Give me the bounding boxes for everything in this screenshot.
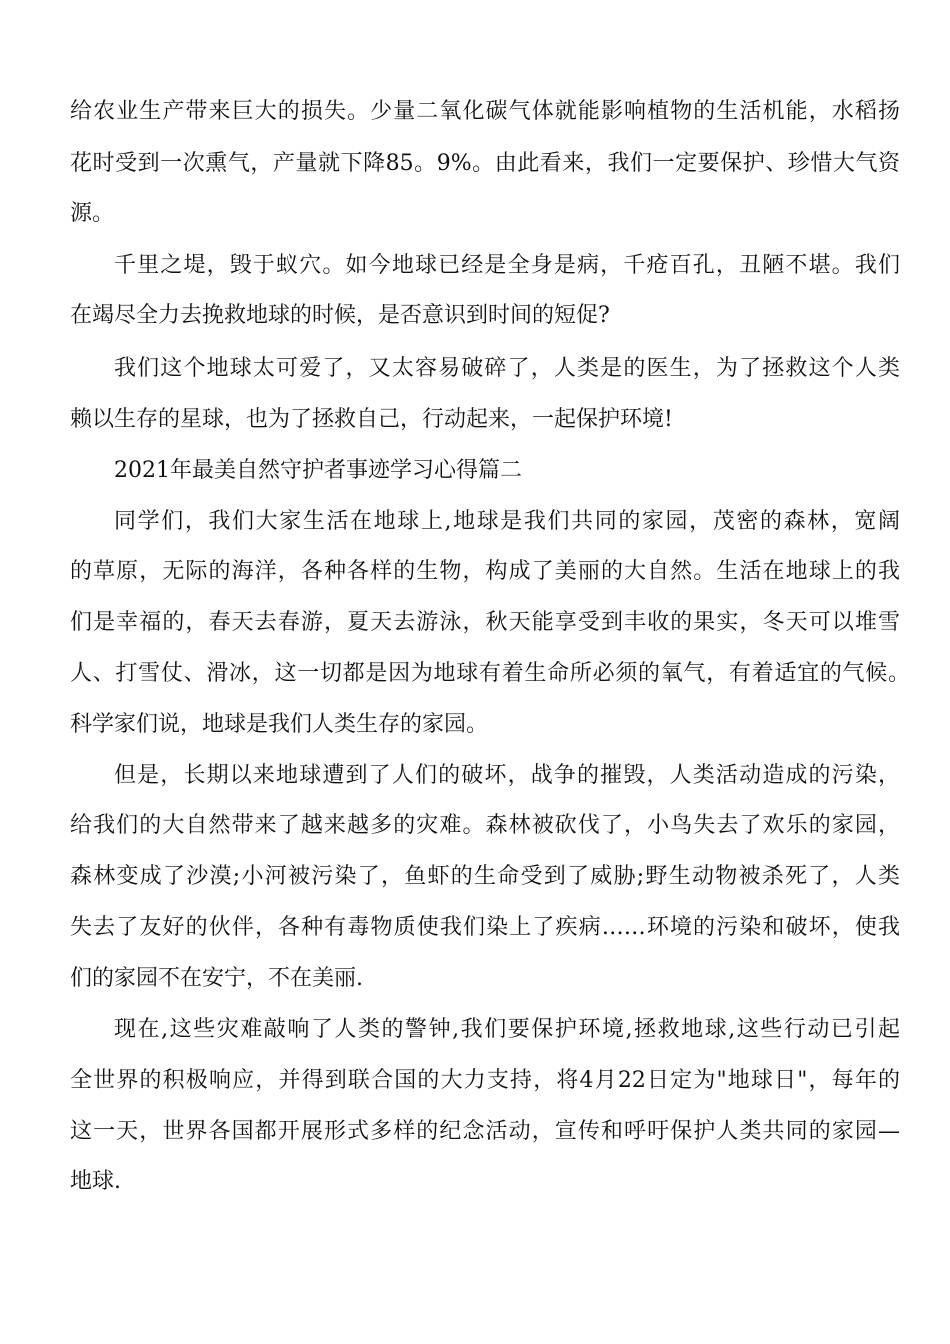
paragraph-line: 源。	[70, 201, 115, 226]
paragraph-line: 我们这个地球太可爱了，又太容易破碎了，人类是的医生，为了拯救这个人类	[114, 356, 900, 381]
paragraph-line: 地球.	[70, 1169, 121, 1194]
paragraph-line: 全世界的积极响应，并得到联合国的大力支持，将4月22日定为"地球日"，每年的	[70, 1068, 900, 1093]
paragraph-line: 给我们的大自然带来了越来越多的灾难。森林被砍伐了，小鸟失去了欢乐的家园，	[70, 813, 900, 838]
paragraph-line: 同学们，我们大家生活在地球上,地球是我们共同的家园，茂密的森林，宽阔	[114, 509, 900, 534]
paragraph-line: 花时受到一次熏气，产量就下降85。9%。由此看来，我们一定要保护、珍惜大气资	[70, 151, 900, 176]
paragraph-line: 这一天，世界各国都开展形式多样的纪念活动，宣传和呼吁保护人类共同的家园—	[70, 1119, 900, 1144]
paragraph-line: 的草原，无际的海洋，各种各样的生物，构成了美丽的大自然。生活在地球上的我	[70, 559, 900, 584]
paragraph-line: 人、打雪仗、滑冰，这一切都是因为地球有着生命所必须的氧气，有着适宜的气候。	[70, 661, 910, 686]
paragraph-line: 森林变成了沙漠;小河被污染了，鱼虾的生命受到了威胁;野生动物被杀死了，人类	[70, 864, 900, 889]
paragraph-line: 现在,这些灾难敲响了人类的警钟,我们要保护环境,拯救地球,这些行动已引起	[114, 1017, 900, 1042]
paragraph-line: 但是，长期以来地球遭到了人们的破坏，战争的摧毁，人类活动造成的污染，	[114, 763, 900, 788]
paragraph-line: 们是幸福的，春天去春游，夏天去游泳，秋天能享受到丰收的果实，冬天可以堆雪	[70, 610, 900, 635]
paragraph-line: 们的家园不在安宁，不在美丽.	[70, 966, 363, 991]
paragraph-line: 千里之堤，毁于蚁穴。如今地球已经是全身是病，千疮百孔，丑陋不堪。我们	[114, 253, 900, 278]
paragraph-line: 科学家们说，地球是我们人类生存的家园。	[70, 712, 489, 737]
paragraph-line: 赖以生存的星球，也为了拯救自己，行动起来，一起保护环境!	[70, 407, 673, 432]
section-heading: 2021年最美自然守护者事迹学习心得篇二	[114, 458, 522, 483]
paragraph-line: 给农业生产带来巨大的损失。少量二氧化碳气体就能影响植物的生活机能，水稻扬	[70, 99, 900, 124]
paragraph-line: 在竭尽全力去挽救地球的时候，是否意识到时间的短促?	[70, 303, 610, 328]
paragraph-line: 失去了友好的伙伴，各种有毒物质使我们染上了疾病……环境的污染和破坏，使我	[70, 915, 900, 940]
